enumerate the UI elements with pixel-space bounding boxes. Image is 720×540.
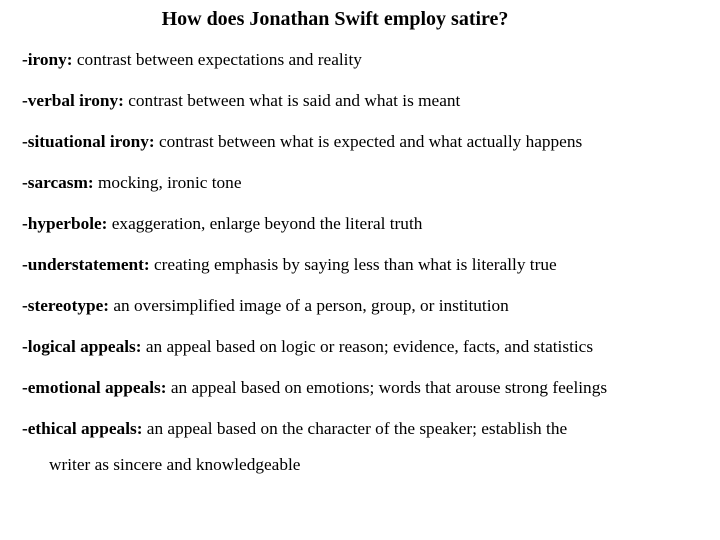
definition-text: creating emphasis by saying less than what is literally true: [149, 255, 557, 274]
definition-logical-appeals: [22, 335, 712, 359]
definition-term: -ethical appeals:: [22, 419, 143, 438]
definition-text: an appeal based on the character of the speaker; establish the: [142, 419, 568, 438]
definition-text: contrast between what is said and what is meant: [123, 91, 461, 110]
definition-text: mocking, ironic tone: [93, 173, 242, 192]
definition-text: an oversimplified image of a person, group, or institution: [109, 296, 509, 315]
definition-text: exaggeration, enlarge beyond the literal truth: [107, 214, 423, 233]
definition-text: an appeal based on logic or reason; evidence, facts, and statistics: [141, 337, 594, 356]
definition-term: -emotional appeals:: [22, 378, 167, 397]
definition-understatement: [22, 253, 712, 277]
definition-ethical-appeals: [22, 411, 712, 483]
definition-irony: [22, 48, 712, 72]
definition-sarcasm: [22, 171, 712, 195]
definition-text-continuation: writer as sincere and knowledgeable: [49, 455, 301, 474]
definition-list: [22, 48, 712, 500]
definition-stereotype: [22, 294, 712, 318]
definition-text: contrast between expectations and reality: [72, 50, 362, 69]
definition-term: -situational irony:: [22, 132, 155, 151]
page-title: How does Jonathan Swift employ satire?: [161, 8, 509, 30]
definition-term: -understatement:: [22, 255, 150, 274]
definition-term: -irony:: [22, 50, 73, 69]
definition-term: -hyperbole:: [22, 214, 108, 233]
definition-situational-irony: [22, 130, 712, 154]
definition-term: -logical appeals:: [22, 337, 142, 356]
definition-term: -sarcasm:: [22, 173, 94, 192]
definition-text: an appeal based on emotions; words that arouse strong feelings: [166, 378, 608, 397]
definition-term: -stereotype:: [22, 296, 110, 315]
definition-verbal-irony: [22, 89, 712, 113]
definition-emotional-appeals: [22, 376, 712, 400]
definition-hyperbole: [22, 212, 712, 236]
definition-term: -verbal irony:: [22, 91, 124, 110]
definition-text: contrast between what is expected and what actually happens: [154, 132, 583, 151]
